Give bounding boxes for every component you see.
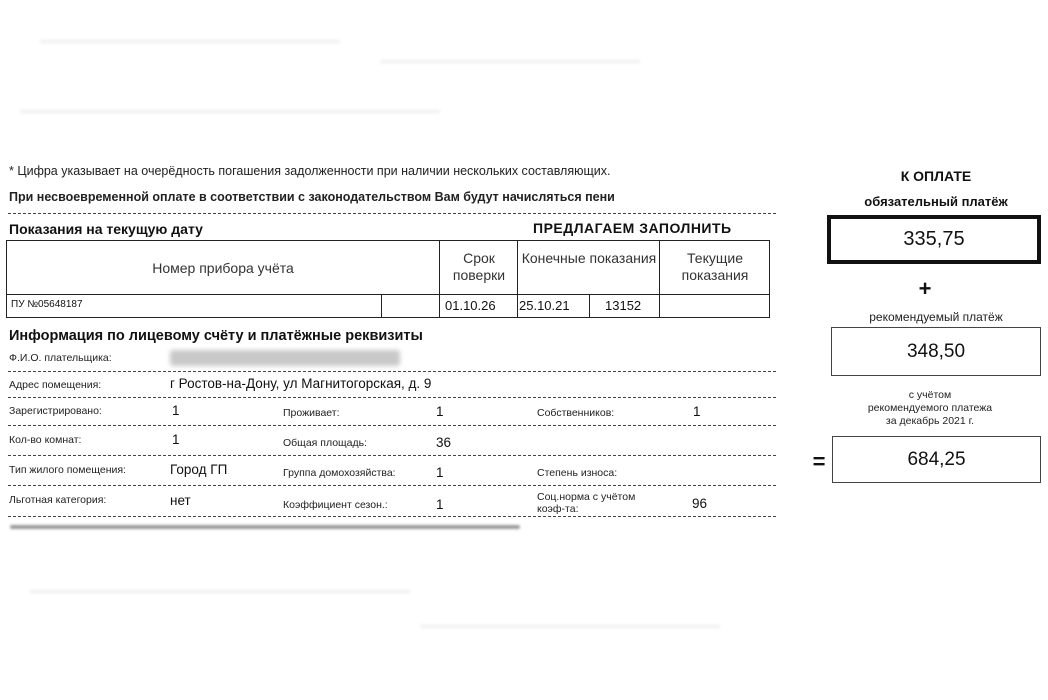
meters-title: Показания на текущую дату: [9, 221, 203, 237]
social-norm-label: Соц.норма с учётом коэф-та:: [537, 491, 636, 515]
faint-artifact: [40, 40, 340, 43]
payer-label: Ф.И.О. плательщика:: [9, 352, 112, 364]
area-value: 36: [436, 435, 452, 450]
equals-sign: =: [812, 449, 826, 474]
account-title: Информация по лицевому счёту и платёжные реквизиты: [9, 328, 423, 344]
dwelling-type-value: Город ГП: [170, 462, 228, 477]
season-coef-value: 1: [436, 497, 444, 512]
wear-label: Степень износа:: [537, 467, 618, 479]
recommended-payment-amount: 348,50: [831, 327, 1041, 376]
divider: [8, 397, 776, 398]
area-label: Общая площадь:: [283, 437, 368, 449]
payer-name-redacted: [170, 350, 400, 366]
recommended-payment-label: рекомендуемый платёж: [869, 310, 1003, 324]
address-label: Адрес помещения:: [9, 379, 102, 391]
benefit-value: нет: [170, 493, 191, 508]
faint-artifact: [420, 625, 720, 628]
plus-sign: +: [918, 276, 932, 301]
benefit-label: Льготная категория:: [9, 494, 107, 506]
household-group-label: Группа домохозяйства:: [283, 467, 396, 479]
rooms-value: 1: [172, 432, 180, 447]
owners-label: Собственников:: [537, 407, 615, 419]
total-amount: 684,25: [832, 436, 1041, 483]
divider: [8, 213, 776, 214]
faint-artifact: [30, 590, 410, 593]
season-coef-label: Коэффициент сезон.:: [283, 499, 388, 511]
meter-final-date: 25.10.21: [519, 298, 570, 313]
with-recommended-line1: с учётом: [908, 389, 952, 401]
divider: [8, 455, 776, 456]
rooms-label: Кол-во комнат:: [9, 434, 82, 446]
mandatory-payment-amount: 335,75: [827, 215, 1041, 264]
mandatory-payment-label: обязательный платёж: [864, 194, 1008, 209]
col-current-header: Текущие показания: [681, 250, 749, 283]
meter-final-value: 13152: [605, 298, 642, 313]
faint-artifact: [380, 60, 640, 63]
cut-off-line: [10, 525, 520, 529]
divider: [8, 485, 776, 486]
household-group-value: 1: [436, 465, 444, 480]
owners-value: 1: [693, 404, 701, 419]
registered-value: 1: [172, 403, 180, 418]
divider: [8, 371, 776, 372]
dwelling-type-label: Тип жилого помещения:: [9, 464, 126, 476]
meters-table: [6, 240, 770, 318]
social-norm-value: 96: [692, 496, 708, 511]
penalty-notice: При несвоевременной оплате в соответствии с законодательством Вам будут начисляться пени: [9, 190, 615, 204]
meters-suggest: ПРЕДЛАГАЕМ ЗАПОЛНИТЬ: [533, 220, 732, 236]
registered-label: Зарегистрировано:: [9, 405, 102, 417]
living-label: Проживает:: [283, 407, 340, 419]
col-check-due-header: Срок поверки: [452, 250, 506, 283]
meter-check-due: 01.10.26: [445, 298, 496, 313]
faint-artifact: [20, 110, 440, 113]
divider: [8, 425, 776, 426]
footnote-order: * Цифра указывает на очерёдность погашения задолженности при наличии нескольких составляющих.: [9, 164, 611, 178]
to-pay-title: К ОПЛАТЕ: [900, 168, 972, 184]
living-value: 1: [436, 404, 444, 419]
with-recommended-line2: рекомендуемого платежа: [867, 402, 993, 414]
with-recommended-line3: за декабрь 2021 г.: [885, 415, 975, 427]
col-device-header: Номер прибора учёта: [152, 260, 294, 276]
meter-device-number: ПУ №05648187: [11, 299, 83, 310]
divider: [8, 516, 776, 517]
col-final-header: Конечные показания: [521, 250, 657, 266]
address-value: г Ростов-на-Дону, ул Магнитогорская, д. 9: [170, 376, 432, 391]
